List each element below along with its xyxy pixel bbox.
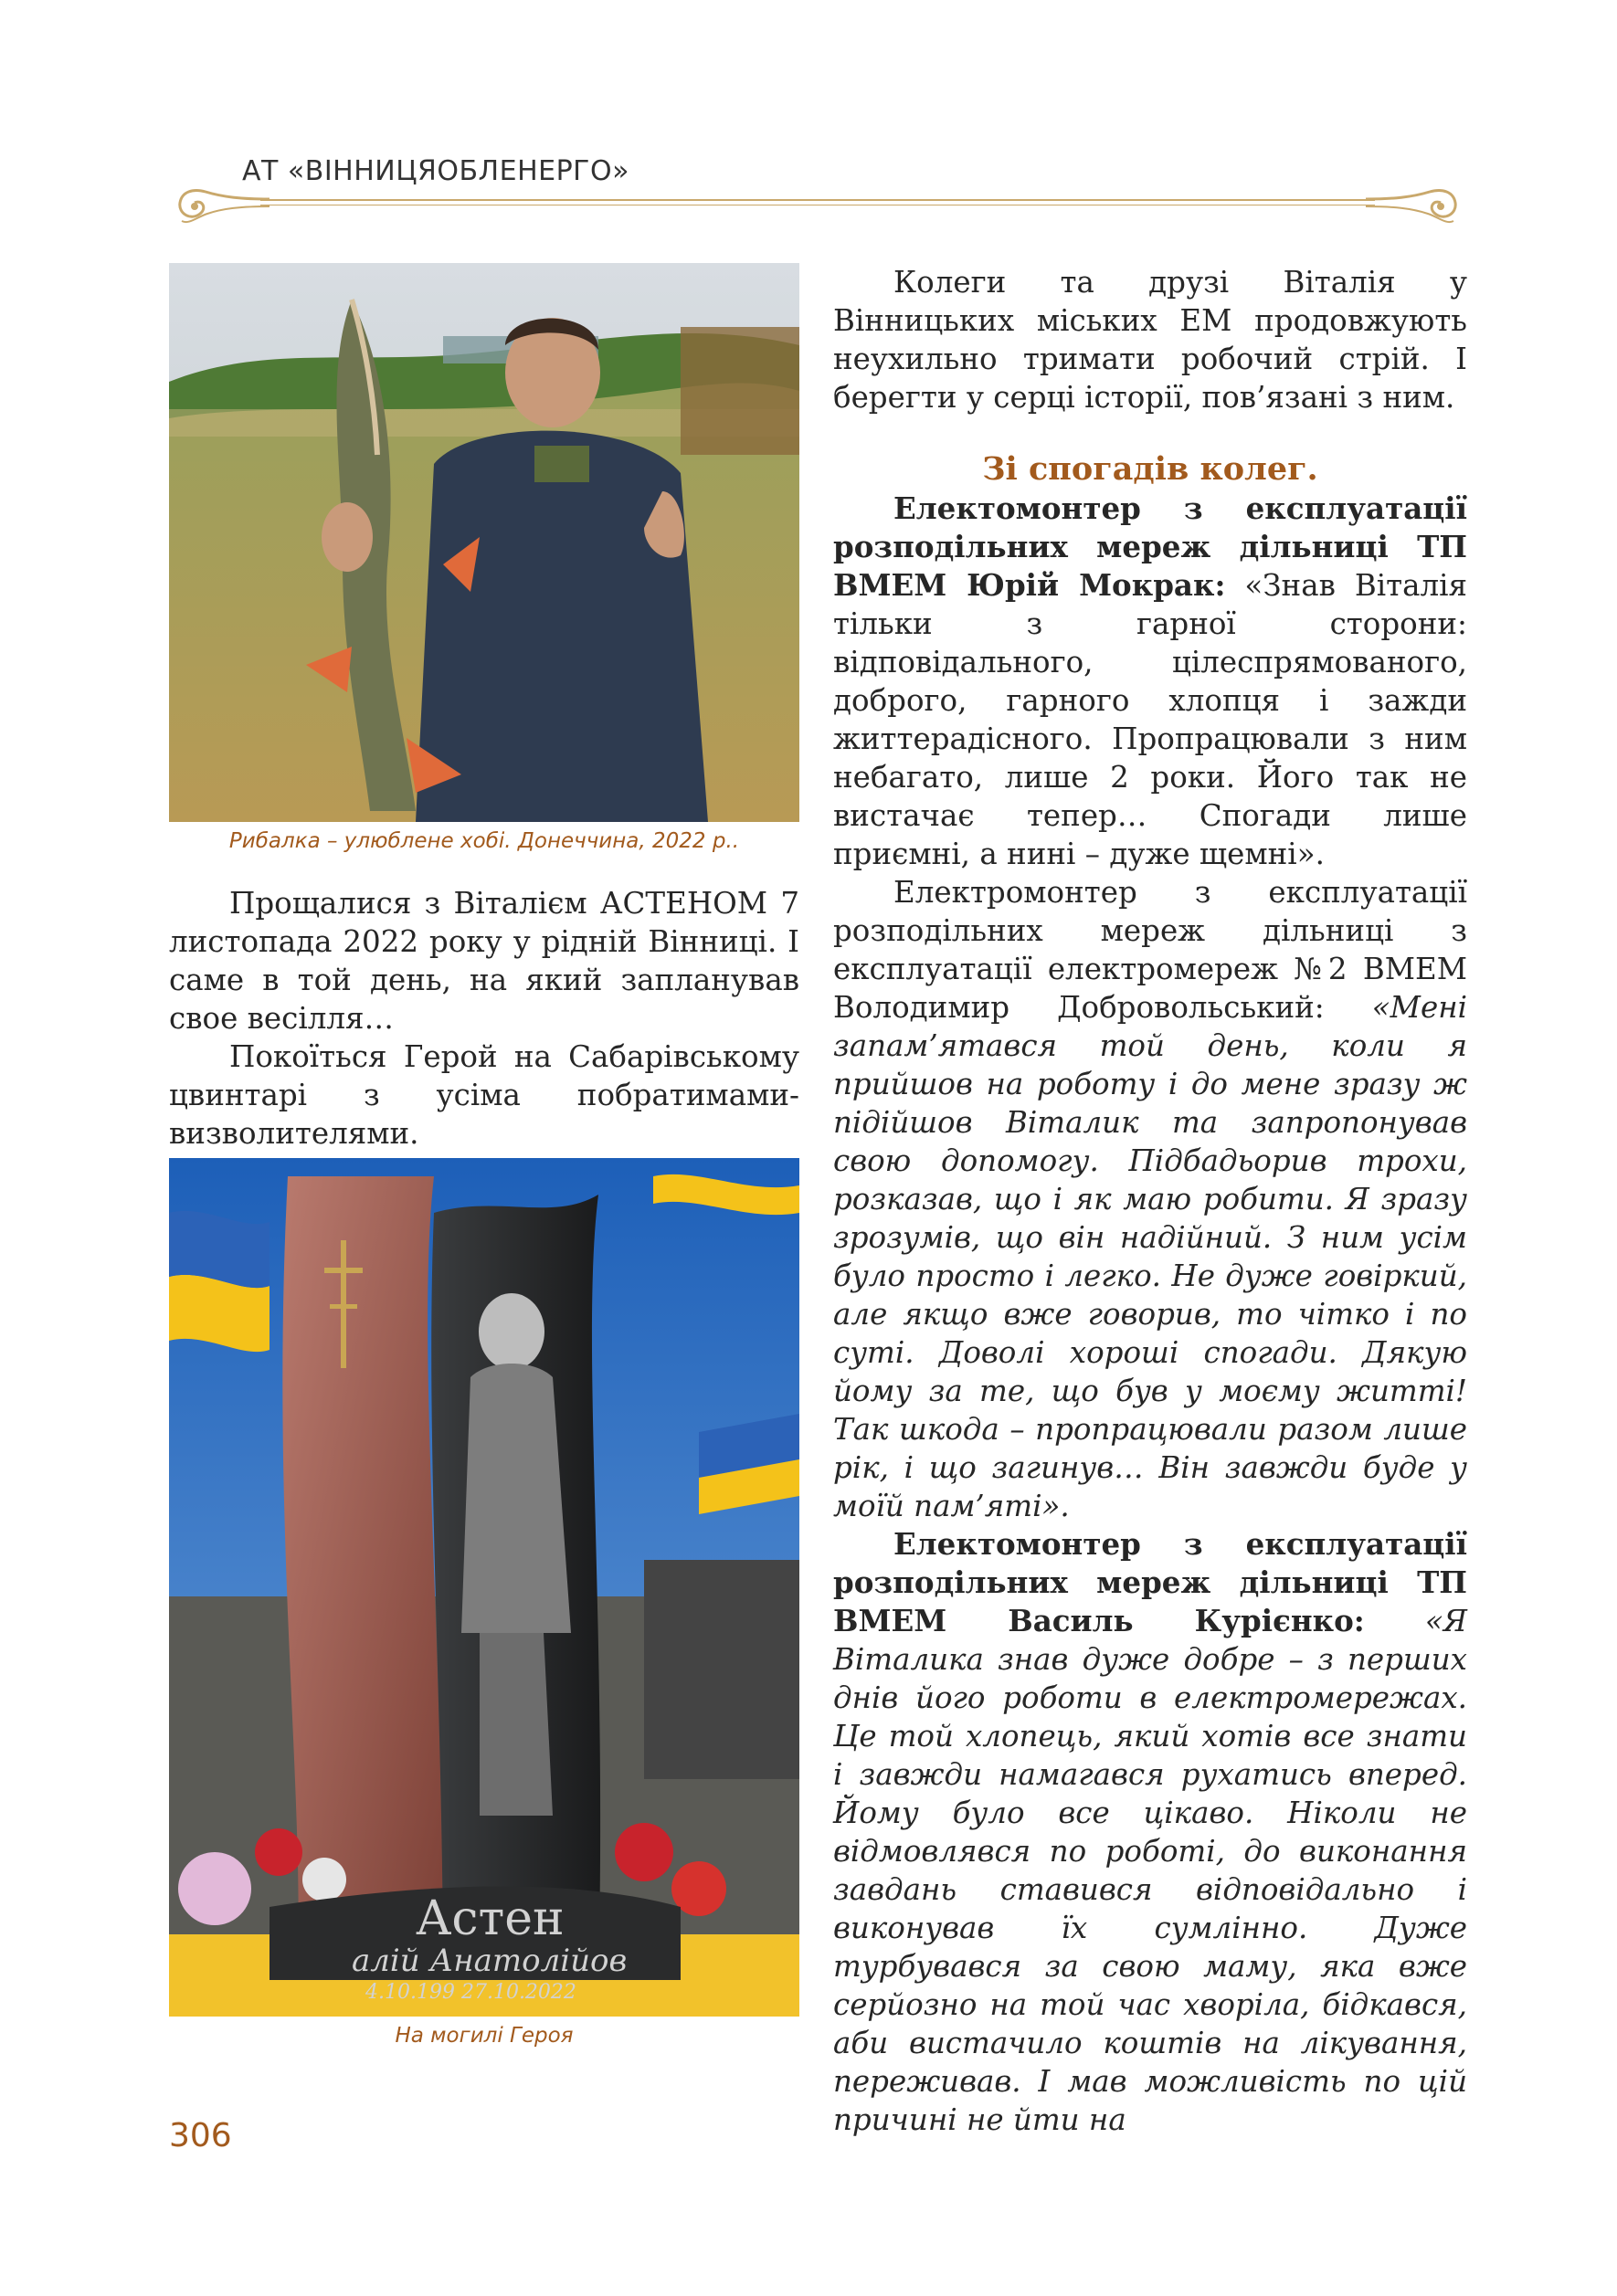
page-number: 306 — [169, 2117, 232, 2154]
memorial-photo — [169, 1158, 799, 2017]
monument-patronymic: алій Анатолійов — [352, 1943, 628, 1979]
photo1-caption: Рибалка – улюблене хобі. Донеччина, 2022 р.. — [228, 829, 740, 853]
quote-dobrovolskyi-author: Електромонтер з експлуатації розподільних мереж дільниці з експлуатації електромереж №2 ВМЕМ Володимир Добровольський: — [833, 875, 1467, 1025]
quote-mokrak-text: «Знав Віталія тільки з гарної сторони: відповідального, цілеспрямованого, доброго, гарного хлопця і зажди життерадісного. Пропрацювали з ним небагато, лише 2 роки. Його так не вистачає тепер… Спогади лише приємні, а нині – дуже щемні». — [833, 568, 1468, 871]
quote-dobrovolskyi — [833, 873, 1467, 1525]
quote-kuriienko-text: «Я Віталика знав дуже добре – з перших днів його роботи в електромережах. Це той хлопець, який хотів все знати і завжди намагався рухатись вперед. Йому було все цікаво. Ніколи не відмовлявся по роботі, до виконання завдань ставився відповідально і виконував їх сумлінно. Дуже турбувався за свою маму, яка вже серйозно на той час хворіла, бідкався, аби вистачило коштів на лікування, переживав. І мав можливість по цій причині не йти на — [833, 1604, 1467, 2137]
left-paragraph-1: Прощалися з Віталієм АСТЕНОМ 7 листопада 2022 року у рідній Вінниці. І саме в той день, на який запланував свое весілля… — [169, 886, 799, 1036]
fishing-photo — [169, 263, 799, 822]
page-header — [169, 155, 1466, 228]
right-column — [833, 263, 1467, 2139]
right-ornament-icon — [1357, 175, 1466, 230]
quote-dobrovolskyi-text: «Мені запам’ятався той день, коли я прийшов на роботу і до мене зразу ж підійшов Віталик та запропонував свою допомогу. Підбадьорив трохи, розказав, що і як маю робити. Я зразу зрозумів, що він надійний. З ним усім було просто і легко. Не дуже говіркий, але якщо вже говорив, то чітко і по суті. Доволі хороші спогади. Дякую йому за те, що був у моєму житті! Так шкода – пропрацювали разом лише рік, і що загинув… Він завжди буде у моїй пам’яті». — [833, 990, 1467, 1523]
quote-mokrak-author: Електомонтер з експлуатації розподільних мереж дільниці ТП ВМЕМ Юрій Мокрак: — [833, 490, 1467, 603]
quote-mokrak — [833, 490, 1467, 873]
quote-kuriienko-author: Електомонтер з експлуатації розподільних мереж дільниці ТП ВМЕМ Василь Курієнко: — [833, 1526, 1467, 1638]
header-title: АТ «ВІННИЦЯОБЛЕНЕРГО» — [242, 155, 629, 187]
left-paragraph-2: Покоїться Герой на Сабарівському цвинтарі з усіма побратимами-визволителями. — [169, 1039, 799, 1151]
quote-kuriienko — [833, 1525, 1467, 2139]
monument-dates: 4.10.199 27.10.2022 — [365, 1981, 576, 2004]
photo2-caption: На могилі Героя — [395, 2024, 574, 2048]
monument-name: Астен — [416, 1891, 565, 1946]
right-paragraph-1: Колеги та друзі Віталія у Вінницьких міських ЕМ продовжують неухильно тримати робочий стрій. І берегти у серці історії, пов’язані з ним. — [833, 265, 1467, 415]
header-rule — [260, 199, 1375, 201]
left-column — [169, 263, 799, 2048]
section-title: Зі спогадів колег. — [982, 450, 1318, 488]
